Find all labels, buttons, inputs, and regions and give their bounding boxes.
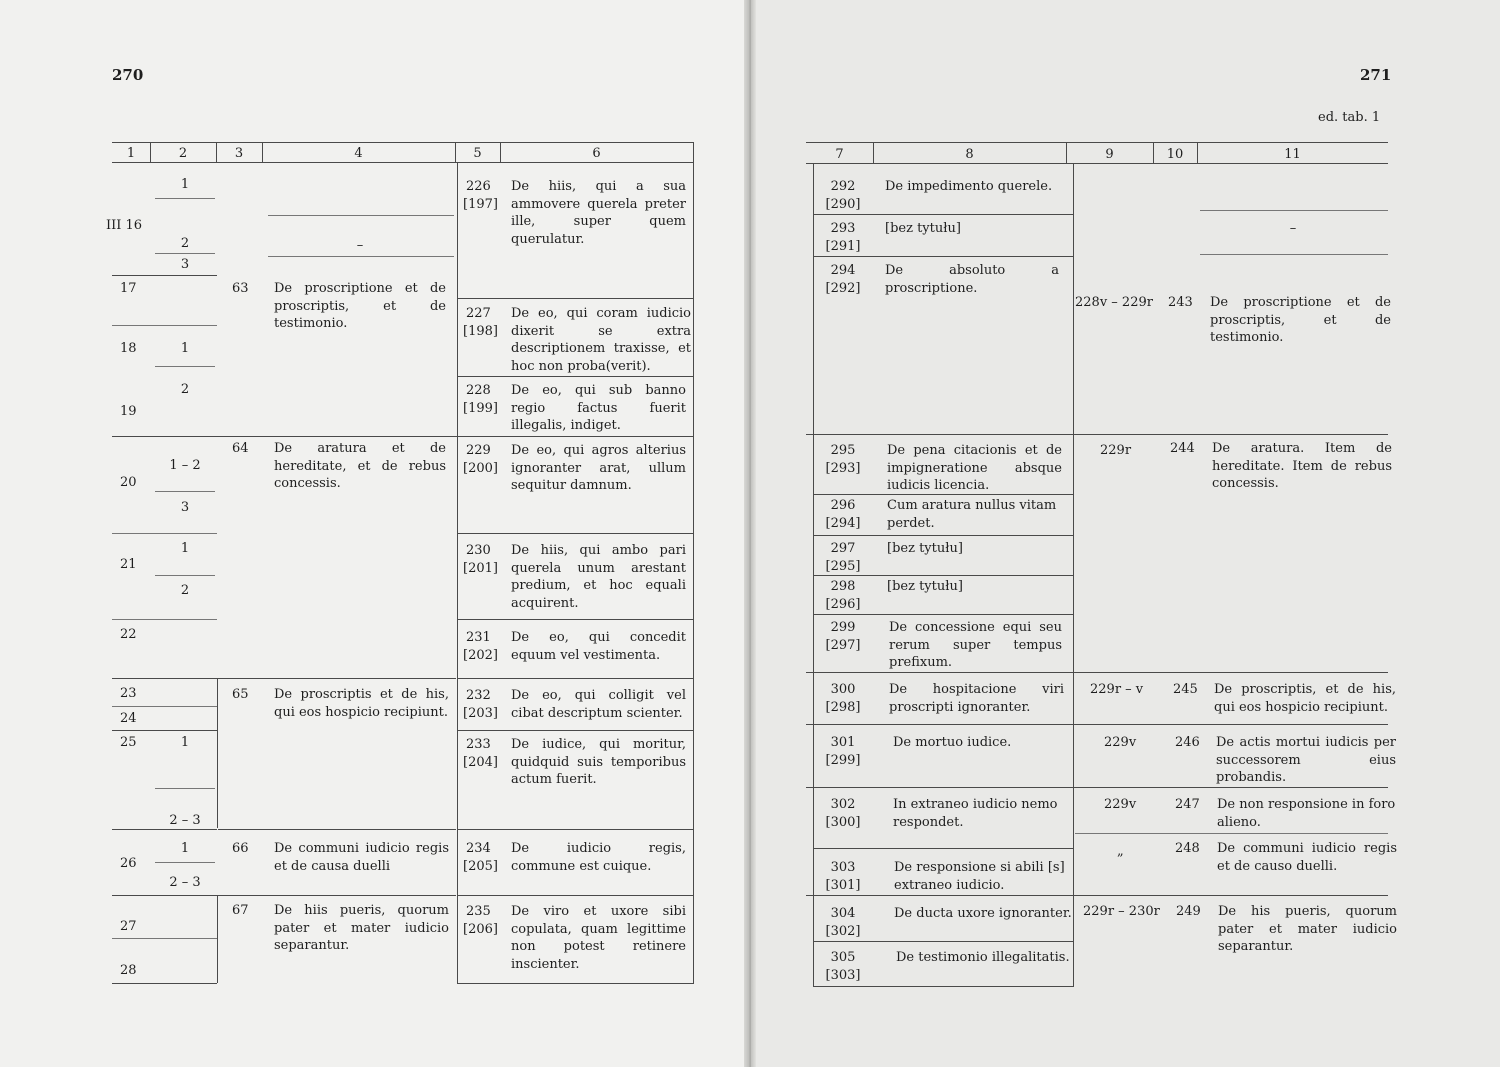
- entry-ref: [204]: [463, 755, 498, 770]
- group-title: De proscriptione et de proscriptis, et de testimonio.: [274, 281, 446, 331]
- entry-number: 297: [830, 541, 856, 556]
- entry-number: 302: [830, 797, 856, 812]
- entry-ref: [197]: [463, 197, 498, 212]
- entry-title: De eo, qui agros alterius ignoranter arat, ullum sequitur damnum.: [511, 443, 686, 493]
- entry-number: 299: [830, 620, 856, 635]
- subrow-label: 2 – 3: [169, 875, 201, 890]
- group-number: 66: [232, 841, 249, 856]
- col-header-7: 7: [835, 147, 844, 162]
- entry-ref: [303]: [825, 968, 861, 983]
- entry-ref: [302]: [825, 924, 861, 939]
- ref-number: 248: [1175, 841, 1200, 856]
- row-label: 20: [120, 475, 137, 490]
- entry-ref: [298]: [825, 700, 861, 715]
- entry-title: De hospitacione viri proscripti ignoranter.: [889, 682, 1064, 715]
- entry-title: De impedimento querele.: [885, 179, 1053, 194]
- entry-title: De iudice, qui moritur, quidquid suis temporibus actum fuerit.: [511, 737, 686, 787]
- entry-title: De pena citacionis et de impigneratione absque iudicis licencia.: [887, 443, 1062, 493]
- ref-title: De his pueris, quorum pater et mater iudicio separantur.: [1218, 904, 1397, 954]
- entry-number: 232: [466, 688, 491, 703]
- group-number: 63: [232, 281, 249, 296]
- entry-number: 300: [830, 682, 856, 697]
- ref-number: 249: [1176, 904, 1201, 919]
- col-header-9: 9: [1105, 147, 1114, 162]
- entry-number: 231: [466, 630, 491, 645]
- col-header-5: 5: [473, 146, 482, 161]
- entry-number: 233: [466, 737, 491, 752]
- row-label: 19: [120, 404, 137, 419]
- group-title: De aratura et de hereditate, et de rebus concessis.: [274, 441, 446, 491]
- col-header-3: 3: [234, 146, 244, 161]
- entry-ref: [198]: [463, 324, 498, 339]
- entry-number: 304: [830, 906, 856, 921]
- row-label: 17: [120, 281, 137, 296]
- subrow-label: 1: [180, 541, 190, 556]
- entry-title: [bez tytułu]: [887, 579, 963, 594]
- entry-ref: [201]: [463, 561, 498, 576]
- entry-title: [bez tytułu]: [887, 541, 963, 556]
- entry-number: 292: [830, 179, 856, 194]
- entry-number: 235: [466, 904, 491, 919]
- entry-ref: [294]: [825, 516, 861, 531]
- group-number: 65: [232, 687, 249, 702]
- entry-ref: [296]: [825, 597, 861, 612]
- entry-number: 301: [830, 735, 856, 750]
- ref-number: 243: [1168, 295, 1193, 310]
- col-header-4: 4: [354, 146, 363, 161]
- entry-number: 234: [466, 841, 491, 856]
- entry-ref: [202]: [463, 648, 498, 663]
- group-title: De hiis pueris, quorum pater et mater iudicio separantur.: [274, 903, 449, 953]
- entry-number: 296: [830, 498, 856, 513]
- col-header-6: 6: [592, 146, 601, 161]
- subrow-label: 2: [180, 583, 190, 598]
- entry-number: 294: [830, 263, 856, 278]
- entry-number: 228: [466, 383, 491, 398]
- col11-dash: –: [1289, 221, 1297, 236]
- ref-title: De aratura. Item de hereditate. Item de rebus concessis.: [1212, 441, 1392, 491]
- subrow-label: 1 – 2: [169, 458, 201, 473]
- entry-number: 227: [466, 306, 491, 321]
- subrow-label: 2: [180, 236, 190, 251]
- subrow-label: 3: [180, 257, 190, 272]
- row-label: 22: [120, 627, 137, 642]
- entry-title: De iudicio regis, commune est cuique.: [511, 841, 686, 874]
- group-number: 64: [232, 441, 249, 456]
- entry-title: De absoluto a proscriptione.: [885, 263, 1059, 296]
- row-label: 18: [120, 341, 137, 356]
- subrow-label: 1: [180, 177, 190, 192]
- entry-number: 295: [830, 443, 856, 458]
- col-header-1: 1: [126, 146, 136, 161]
- row-label: 28: [120, 963, 137, 978]
- row-label: 26: [120, 856, 137, 871]
- row-label: 23: [120, 686, 137, 701]
- folio-ref: „: [1117, 844, 1124, 859]
- page-number-left: 270: [112, 66, 144, 84]
- ref-title: De non responsione in foro alieno.: [1217, 797, 1396, 830]
- subrow-label: 2: [180, 382, 190, 397]
- ref-title: De proscriptione et de proscriptis, et de testimonio.: [1210, 295, 1391, 345]
- entry-ref: [299]: [825, 753, 861, 768]
- ref-number: 245: [1173, 682, 1198, 697]
- entry-number: 305: [830, 950, 856, 965]
- group-number: 67: [232, 903, 249, 918]
- folio-ref: 229v: [1104, 735, 1137, 750]
- left-page: [0, 0, 748, 1067]
- entry-ref: [290]: [825, 197, 861, 212]
- entry-title: De responsione si abili [s] extraneo iudicio.: [894, 860, 1065, 893]
- folio-ref: 228v – 229r: [1075, 295, 1153, 310]
- entry-title: De hiis, qui ambo pari querela unum arestant predium, et hoc equali acquirent.: [511, 543, 686, 611]
- entry-ref: [297]: [825, 638, 861, 653]
- col-header-11: 11: [1284, 147, 1301, 162]
- page-number-right: 271: [1360, 66, 1392, 84]
- subrow-label: 1: [180, 735, 190, 750]
- folio-ref: 229r – 230r: [1083, 904, 1160, 919]
- entry-title: De eo, qui concedit equum vel vestimenta.: [511, 630, 686, 663]
- col-header-2: 2: [178, 146, 188, 161]
- subrow-label: 1: [180, 341, 190, 356]
- folio-ref: 229r: [1100, 443, 1132, 458]
- entry-title: De ducta uxore ignoranter.: [894, 906, 1072, 921]
- entry-number: 230: [466, 543, 491, 558]
- entry-title: De testimonio illegalitatis.: [896, 950, 1070, 965]
- entry-number: 229: [466, 443, 491, 458]
- entry-title: [bez tytułu]: [885, 221, 961, 236]
- subrow-label: 2 – 3: [169, 813, 201, 828]
- subrow-label: 3: [180, 500, 190, 515]
- entry-title: De eo, qui colligit vel cibat descriptum scienter.: [511, 688, 686, 721]
- subrow-label: 1: [180, 841, 190, 856]
- entry-ref: [291]: [825, 239, 861, 254]
- entry-title: De hiis, qui a sua ammovere querela preter ille, super quem querulatur.: [511, 179, 686, 247]
- ref-title: De proscriptis, et de his, qui eos hospicio recipiunt.: [1214, 682, 1396, 715]
- entry-title: De viro et uxore sibi copulata, quam legittime non potest retinere inscienter.: [511, 904, 686, 972]
- col4-dash: –: [356, 238, 364, 253]
- ref-number: 246: [1175, 735, 1200, 750]
- ref-number: 244: [1170, 441, 1195, 456]
- col-header-8: 8: [965, 147, 974, 162]
- row-label: 27: [120, 919, 137, 934]
- entry-ref: [206]: [463, 922, 498, 937]
- entry-ref: [199]: [463, 401, 498, 416]
- entry-number: 298: [830, 579, 856, 594]
- entry-number: 293: [830, 221, 856, 236]
- entry-title: De eo, qui sub banno regio factus fuerit illegalis, indiget.: [511, 383, 686, 433]
- entry-ref: [301]: [825, 878, 861, 893]
- entry-ref: [295]: [825, 559, 861, 574]
- row-label: 25: [120, 735, 137, 750]
- entry-ref: [292]: [825, 281, 861, 296]
- folio-ref: 229v: [1104, 797, 1137, 812]
- row-label: 21: [120, 557, 137, 572]
- entry-ref: [205]: [463, 859, 498, 874]
- edition-note: ed. tab. 1: [1318, 110, 1381, 125]
- ref-title: De communi iudicio regis et de causo duelli.: [1217, 841, 1397, 874]
- folio-ref: 229r – v: [1090, 682, 1144, 697]
- row-label: III 16: [106, 218, 143, 233]
- entry-title: De concessione equi seu rerum super tempus prefixum.: [889, 620, 1062, 670]
- entry-ref: [293]: [825, 461, 861, 476]
- entry-ref: [203]: [463, 706, 498, 721]
- entry-title: De eo, qui coram iudicio dixerit se extra descriptionem traxisse, et hoc non proba(verit).: [511, 306, 691, 374]
- entry-number: 226: [466, 179, 491, 194]
- entry-number: 303: [830, 860, 856, 875]
- entry-title: Cum aratura nullus vitam perdet.: [887, 498, 1057, 531]
- ref-title: De actis mortui iudicis per successorem eius probandis.: [1216, 735, 1396, 785]
- entry-ref: [300]: [825, 815, 861, 830]
- entry-title: De mortuo iudice.: [893, 735, 1012, 750]
- entry-ref: [200]: [463, 461, 498, 476]
- ref-number: 247: [1175, 797, 1200, 812]
- row-label: 24: [120, 711, 137, 726]
- group-title: De proscriptis et de his, qui eos hospicio recipiunt.: [274, 687, 449, 720]
- entry-title: In extraneo iudicio nemo respondet.: [893, 797, 1058, 830]
- col-header-10: 10: [1166, 147, 1184, 162]
- group-title: De communi iudicio regis et de causa duelli: [274, 841, 449, 874]
